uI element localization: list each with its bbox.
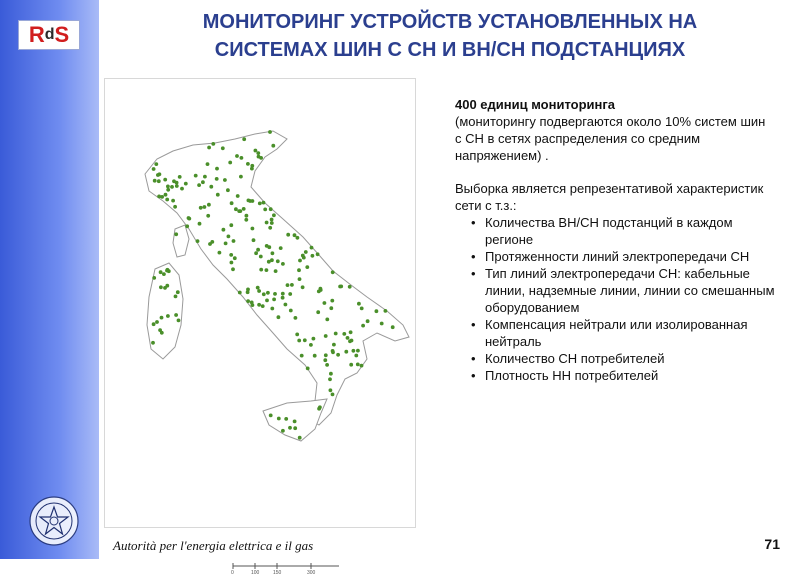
monitoring-point [203, 205, 207, 209]
monitoring-point [270, 218, 274, 222]
monitoring-point [246, 162, 250, 166]
list-item: • Тип линий электропередачи СН: кабельные линии, надземные линии, линии со смешанным оборудованием [467, 265, 775, 316]
monitoring-point [242, 207, 246, 211]
monitoring-point [328, 377, 332, 381]
monitoring-point [199, 206, 203, 210]
monitoring-point [268, 130, 272, 134]
monitoring-point [324, 334, 328, 338]
monitoring-point [288, 292, 292, 296]
monitoring-point [258, 202, 262, 206]
monitoring-point [239, 175, 243, 179]
monitoring-point [279, 246, 283, 250]
monitoring-point [174, 295, 178, 299]
monitoring-point [152, 322, 156, 326]
monitoring-point [177, 319, 181, 323]
monitoring-point [366, 319, 370, 323]
monitoring-point [281, 296, 285, 300]
monitoring-point [240, 156, 244, 160]
monitoring-point [360, 364, 364, 368]
italy-mainland [145, 131, 409, 425]
monitoring-point [277, 417, 281, 421]
page-number: 71 [764, 536, 780, 552]
monitoring-point [218, 251, 222, 255]
monitoring-point [248, 199, 252, 203]
monitoring-point [230, 261, 234, 265]
monitoring-point [309, 343, 313, 347]
monitoring-point [166, 314, 170, 318]
monitoring-point [198, 222, 202, 226]
list-item: • Протяженности линий электропередачи СН [467, 248, 775, 265]
monitoring-point [227, 235, 231, 239]
list-item: • Количество СН потребителей [467, 350, 775, 367]
monitoring-point [224, 242, 228, 246]
monitoring-point [289, 309, 293, 313]
monitoring-point [184, 182, 188, 186]
monitoring-point [152, 276, 156, 280]
monitoring-point [254, 251, 258, 255]
monitoring-point [268, 226, 272, 230]
monitoring-point [256, 248, 260, 252]
monitoring-point [304, 250, 308, 254]
monitoring-point [259, 255, 263, 259]
monitoring-point [348, 339, 352, 343]
monitoring-point [274, 269, 278, 273]
info-heading: 400 единиц мониторинга [455, 97, 616, 112]
sidebar-band [0, 0, 99, 559]
monitoring-point [298, 259, 302, 263]
monitoring-point [246, 288, 250, 292]
monitoring-point [153, 179, 157, 183]
monitoring-point [229, 253, 233, 257]
monitoring-point [216, 193, 220, 197]
monitoring-point [316, 252, 320, 256]
monitoring-point [277, 315, 281, 319]
monitoring-point [206, 214, 210, 218]
monitoring-point [330, 299, 334, 303]
monitoring-point [346, 336, 350, 340]
monitoring-point [325, 363, 329, 367]
monitoring-point [284, 417, 288, 421]
monitoring-point [270, 258, 274, 262]
monitoring-point [301, 285, 305, 289]
monitoring-point [300, 354, 304, 358]
monitoring-point [172, 179, 176, 183]
monitoring-point [164, 193, 168, 197]
monitoring-point [317, 407, 321, 411]
monitoring-point [269, 207, 273, 211]
monitoring-point [233, 256, 237, 260]
monitoring-point [323, 301, 327, 305]
monitoring-point [170, 185, 174, 189]
monitoring-point [331, 349, 335, 353]
monitoring-point [222, 228, 226, 232]
monitoring-point [298, 436, 302, 440]
monitoring-point [297, 268, 301, 272]
monitoring-point [231, 267, 235, 271]
monitoring-point [175, 184, 179, 188]
monitoring-point [159, 285, 163, 289]
monitoring-point [281, 292, 285, 296]
monitoring-point [259, 268, 263, 272]
monitoring-point [154, 162, 158, 166]
monitoring-point [230, 201, 234, 205]
monitoring-point [276, 259, 280, 263]
authority-footer: Autorità per l'energia elettrica e il gas [113, 538, 314, 553]
monitoring-point [166, 185, 170, 189]
monitoring-point [286, 283, 290, 287]
monitoring-point [162, 272, 166, 276]
monitoring-point [310, 246, 314, 250]
monitoring-point [211, 142, 215, 146]
monitoring-point [312, 337, 316, 341]
monitoring-point [380, 322, 384, 326]
monitoring-point [375, 309, 379, 313]
monitoring-point [196, 239, 200, 243]
monitoring-point [316, 310, 320, 314]
monitoring-point [250, 167, 254, 171]
monitoring-point [257, 289, 261, 293]
monitoring-point [263, 208, 267, 212]
scale-label: 0 [231, 570, 234, 575]
monitoring-point [251, 227, 255, 231]
monitoring-point [332, 343, 336, 347]
monitoring-point [265, 299, 269, 303]
monitoring-point [151, 341, 155, 345]
info-body: (мониторингу подвергаются около 10% систем шин с СН в сетях распределения со средним напряжением) . [455, 114, 766, 163]
monitoring-point [273, 292, 277, 296]
monitoring-point [207, 146, 211, 150]
monitoring-point [165, 198, 169, 202]
page-title: МОНИТОРИНГ УСТРОЙСТВ УСТАНОВЛЕННЫХ НА СИСТЕМАХ ШИН С СН И ВН/СН ПОДСТАНЦИЯХ [202, 11, 698, 61]
monitoring-point [357, 302, 361, 306]
monitoring-point [325, 318, 329, 322]
monitoring-point [331, 393, 335, 397]
monitoring-point [197, 183, 201, 187]
monitoring-point [349, 363, 353, 367]
monitoring-point [261, 304, 265, 308]
monitoring-point [288, 426, 292, 430]
monitoring-point [352, 349, 356, 353]
monitoring-point [163, 178, 167, 182]
monitoring-point [313, 354, 317, 358]
monitoring-point [342, 332, 346, 336]
monitoring-point [254, 149, 258, 153]
monitoring-point [344, 350, 348, 354]
monitoring-point [158, 328, 162, 332]
monitoring-point [215, 177, 219, 181]
monitoring-point [210, 240, 214, 244]
monitoring-point [323, 358, 327, 362]
monitoring-point [329, 388, 333, 392]
monitoring-point [293, 233, 297, 237]
monitoring-point [236, 194, 240, 198]
monitoring-point [185, 224, 189, 228]
monitoring-point [297, 339, 301, 343]
monitoring-point [348, 285, 352, 289]
monitoring-point [209, 185, 213, 189]
monitoring-point [384, 309, 388, 313]
monitoring-point [293, 426, 297, 430]
monitoring-point [221, 146, 225, 150]
monitoring-point [306, 367, 310, 371]
monitoring-point [293, 420, 297, 424]
monitoring-point [232, 239, 236, 243]
monitoring-point [272, 213, 276, 217]
monitoring-point [266, 291, 270, 295]
monitoring-point [356, 349, 360, 353]
monitoring-point [356, 363, 360, 367]
monitoring-point [262, 201, 266, 205]
criteria-list [455, 214, 775, 384]
list-item: • Количества ВН/СН подстанций в каждом регионе [467, 214, 775, 248]
monitoring-point [391, 325, 395, 329]
monitoring-point [165, 284, 169, 288]
list-item: • Компенсация нейтрали или изолированная нейтраль [467, 316, 775, 350]
monitoring-point [296, 236, 300, 240]
monitoring-point [223, 178, 227, 182]
monitoring-point [301, 254, 305, 258]
monitoring-point [201, 180, 205, 184]
monitoring-point [262, 292, 266, 296]
italy-map-drawing [105, 79, 415, 527]
monitoring-point [284, 303, 288, 307]
scale-label: 150 [273, 570, 282, 575]
monitoring-point [329, 306, 333, 310]
map-scale-bar [229, 561, 349, 575]
monitoring-point [176, 290, 180, 294]
corsica [173, 225, 189, 257]
monitoring-point [157, 179, 161, 183]
monitoring-point [245, 214, 249, 218]
monitoring-point [228, 161, 232, 165]
monitoring-point [349, 330, 353, 334]
monitoring-point [295, 333, 299, 337]
monitoring-point [173, 205, 177, 209]
monitoring-point [339, 285, 343, 289]
monitoring-point [171, 199, 175, 203]
monitoring-point [250, 301, 254, 305]
monitoring-point [235, 154, 239, 158]
monitoring-point [160, 195, 164, 199]
monitoring-point [242, 137, 246, 141]
monitoring-point [257, 303, 261, 307]
rds-logo: R d S [18, 20, 80, 50]
monitoring-point [159, 270, 163, 274]
monitoring-point [336, 353, 340, 357]
monitoring-point [238, 291, 242, 295]
monitoring-point [270, 221, 274, 225]
monitoring-point [174, 232, 178, 236]
monitoring-point [265, 221, 269, 225]
monitoring-point [298, 277, 302, 281]
monitoring-point [174, 313, 178, 317]
monitoring-point [256, 151, 260, 155]
monitoring-point [194, 174, 198, 178]
monitoring-point [246, 299, 250, 303]
monitoring-point [234, 207, 238, 211]
monitoring-point [257, 155, 261, 159]
monitoring-point [252, 238, 256, 242]
monitoring-point [180, 187, 184, 191]
monitoring-point [178, 175, 182, 179]
monitoring-point [244, 218, 248, 222]
monitoring-point [229, 223, 233, 227]
monitoring-point [166, 268, 170, 272]
scale-label: 100 [251, 570, 260, 575]
monitoring-point [334, 332, 338, 336]
monitoring-point [361, 324, 365, 328]
monitoring-point [271, 144, 275, 148]
info-text [455, 96, 775, 384]
monitoring-point [294, 316, 298, 320]
monitoring-point [206, 162, 210, 166]
monitoring-point [156, 173, 160, 177]
monitoring-point [256, 286, 260, 290]
monitoring-point [303, 338, 307, 342]
monitoring-point [272, 298, 276, 302]
monitoring-point [203, 175, 207, 179]
scale-label: 300 [307, 570, 316, 575]
monitoring-point [166, 188, 170, 192]
monitoring-point [160, 316, 164, 320]
list-item: • Плотность НН потребителей [467, 367, 775, 384]
monitoring-point [271, 251, 275, 255]
monitoring-point [269, 414, 273, 418]
monitoring-point [187, 216, 191, 220]
monitoring-point [265, 244, 269, 248]
monitoring-point [360, 307, 364, 311]
monitoring-point [238, 209, 242, 213]
monitoring-point [311, 254, 315, 258]
republic-emblem-icon [28, 495, 80, 547]
monitoring-point [155, 320, 159, 324]
monitoring-point [305, 265, 309, 269]
monitoring-point [226, 188, 230, 192]
monitoring-point [152, 167, 156, 171]
monitoring-point [329, 372, 333, 376]
monitoring-point [265, 268, 269, 272]
sample-intro: Выборка является репрезентативой характеристик сети с т.з.: [455, 181, 764, 213]
monitoring-point [290, 283, 294, 287]
monitoring-point [286, 233, 290, 237]
monitoring-point [281, 262, 285, 266]
monitoring-point [324, 353, 328, 357]
monitoring-point [319, 288, 323, 292]
monitoring-point [331, 270, 335, 274]
monitoring-point [215, 167, 219, 171]
monitoring-point [281, 429, 285, 433]
monitoring-point [207, 203, 211, 207]
monitoring-point [354, 354, 358, 358]
monitoring-point [270, 307, 274, 311]
